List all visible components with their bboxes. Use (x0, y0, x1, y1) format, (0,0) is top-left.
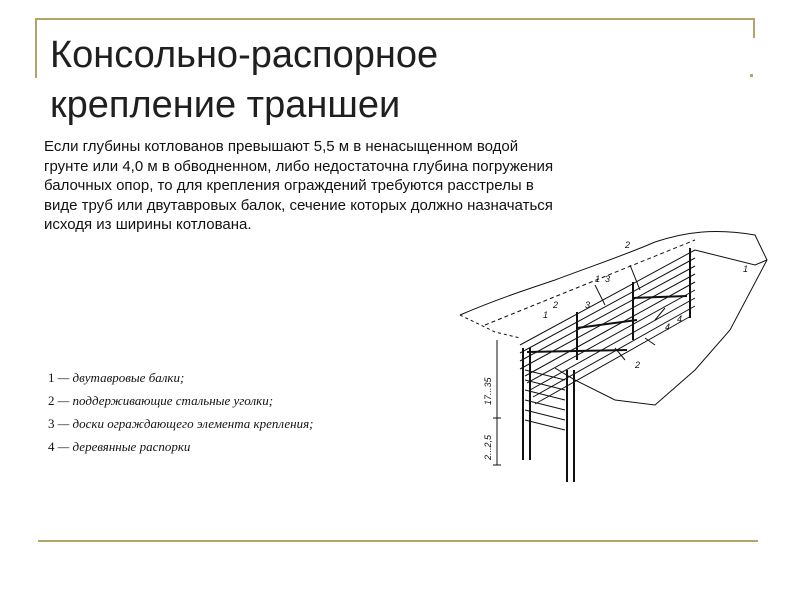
legend-item (48, 412, 408, 435)
dimension-label-depth: 2...2,5 (483, 434, 493, 460)
frame-dot (750, 74, 753, 77)
legend-number: 2 (48, 393, 55, 408)
legend-text: — двутавровые балки; (57, 370, 185, 385)
body-line: балочных опор, то для крепления ограждений требуются расстрелы в (44, 177, 534, 194)
legend-item (48, 435, 408, 458)
part-label: 3 (605, 274, 611, 284)
legend-item (48, 389, 408, 412)
part-label: 3 (585, 300, 591, 310)
title-line-1: Консольно-распорное (50, 34, 439, 76)
title-line-2: крепление траншеи (50, 84, 401, 126)
part-label: 2 (635, 360, 641, 370)
legend-number: 1 (48, 370, 55, 385)
slide-title (50, 30, 610, 130)
part-label: 2 (553, 300, 559, 310)
legend-number: 4 (48, 439, 55, 454)
trench-shoring-drawing (455, 220, 785, 490)
part-label: 2 (625, 240, 631, 250)
legend-number: 3 (48, 416, 55, 431)
rim-dash (485, 240, 695, 325)
body-line: грунте или 4,0 м в обводненном, либо недостаточна глубина погружения (44, 157, 554, 175)
part-label: 4 (665, 322, 671, 332)
legend-text: — поддерживающие стальные уголки; (57, 393, 274, 408)
far-rim (695, 250, 767, 265)
legend-text: — деревянные распорки (57, 439, 191, 454)
body-line: Если глубины котлованов превышают 5,5 м в ненасыщенном водой (44, 138, 519, 155)
ground-hatch (460, 315, 520, 338)
part-label: 1 (743, 264, 749, 274)
legend-text: — доски ограждающего элемента крепления; (57, 416, 314, 431)
bottom-frame-line (38, 540, 758, 542)
body-line: исходя из ширины котлована. (44, 216, 252, 233)
part-label: 1 (543, 310, 549, 320)
right-frame-line (753, 18, 755, 38)
left-frame-line (35, 18, 37, 78)
part-label: 4 (677, 314, 683, 324)
legend-item (48, 366, 408, 389)
dimension-label-height: 17...35 (483, 377, 493, 405)
part-label: 1 (595, 274, 601, 284)
top-frame-line (35, 18, 755, 20)
body-line: виде труб или двутавровых балок, сечение которых должно назначаться (44, 196, 553, 214)
legend (48, 366, 408, 458)
